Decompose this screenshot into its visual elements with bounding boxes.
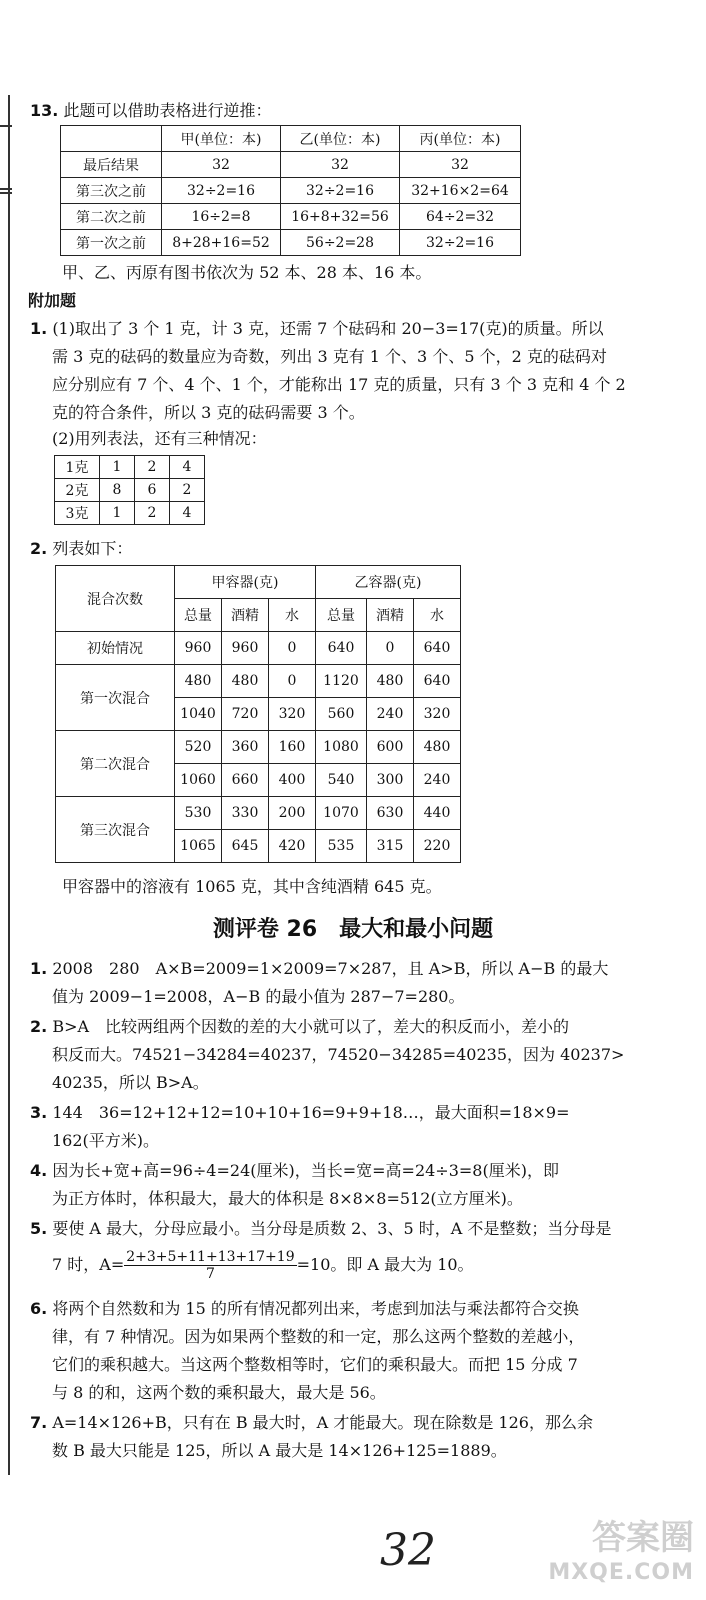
table-cell: 最后结果	[61, 152, 162, 178]
table-cell: 1060	[175, 764, 222, 797]
table-cell: 第三次之前	[61, 178, 162, 204]
fujia-q1-line: 应分别应有 7 个、4 个、1 个，才能称出 17 克的质量，只有 3 个 3 克和 4 个 2	[52, 375, 626, 394]
table-cell: 32÷2=16	[400, 230, 521, 256]
fujia-q1-line: 克的符合条件，所以 3 克的砝码需要 3 个。	[52, 403, 365, 422]
table-cell: 540	[316, 764, 367, 797]
table-cell: 水	[269, 599, 316, 632]
table-cell: 总量	[316, 599, 367, 632]
table-cell: 1040	[175, 698, 222, 731]
table-cell: 330	[222, 797, 269, 830]
table-cell: 0	[367, 632, 414, 665]
table-cell: 0	[269, 632, 316, 665]
table-row	[61, 204, 521, 230]
table-cell: 480	[222, 665, 269, 698]
answer-4: 4. 因为长+宽+高=96÷4=24(厘米)，当长=宽=高=24÷3=8(厘米)，即	[30, 1161, 559, 1180]
table-cell: 720	[222, 698, 269, 731]
handwritten-page-number: 32	[380, 1525, 436, 1576]
table-cell: 4	[170, 502, 205, 525]
table-cell: 丙(单位：本)	[400, 126, 521, 152]
table-cell: 1克	[55, 456, 100, 479]
table-cell: 第一次之前	[61, 230, 162, 256]
question-text: 此题可以借助表格进行逆推：	[63, 101, 272, 120]
table-cell: 300	[367, 764, 414, 797]
table-cell: 640	[414, 665, 461, 698]
table-cell: 混合次数	[56, 566, 175, 632]
table-row	[56, 566, 461, 599]
table-cell: 2	[135, 502, 170, 525]
fujia-q1-line: 1. (1)取出了 3 个 1 克，计 3 克，还需 7 个砝码和 20−3=17(克)的质量。所以	[30, 319, 604, 338]
table-cell: 32÷2=16	[281, 178, 400, 204]
table-cell: 56÷2=28	[281, 230, 400, 256]
fraction: $\frac{2+3+5+11+13+17+19}{7}$	[126, 1249, 295, 1282]
table-row	[61, 152, 521, 178]
table-cell: 64÷2=32	[400, 204, 521, 230]
table-cell: 甲(单位：本)	[162, 126, 281, 152]
table-cell: 660	[222, 764, 269, 797]
table-cell: 520	[175, 731, 222, 764]
table-cell: 2	[170, 479, 205, 502]
table-cell: 240	[414, 764, 461, 797]
table-cell: 酒精	[367, 599, 414, 632]
table-cell: 8+28+16=52	[162, 230, 281, 256]
margin-tick	[0, 125, 12, 127]
table-cell: 1	[100, 502, 135, 525]
table-cell: 8	[100, 479, 135, 502]
table-cell: 2克	[55, 479, 100, 502]
answer-2: 2. B>A 比较两组两个因数的差的大小就可以了，差大的积反而小，差小的	[30, 1017, 570, 1036]
table-cell: 乙容器(克)	[316, 566, 461, 599]
table-cell: 3克	[55, 502, 100, 525]
table-row	[55, 502, 205, 525]
table-cell: 32	[162, 152, 281, 178]
table-cell: 16÷2=8	[162, 204, 281, 230]
table-row	[61, 230, 521, 256]
table-cell: 第一次混合	[56, 665, 175, 731]
table-cell: 1070	[316, 797, 367, 830]
table-cell: 420	[269, 830, 316, 863]
table-cell: 200	[269, 797, 316, 830]
table-cell: 1	[100, 456, 135, 479]
fujia-q1-line: 需 3 克的砝码的数量应为奇数，列出 3 克有 1 个、3 个、5 个，2 克的砝码对	[52, 347, 607, 366]
answer-line: 它们的乘积越大。当这两个整数相等时，它们的乘积最大。而把 15 分成 7	[52, 1355, 578, 1374]
answer-7: 7. A=14×126+B，只有在 B 最大时，A 才能最大。现在除数是 126，那么余	[30, 1413, 593, 1432]
watermark-logo: 答案圈	[592, 1518, 694, 1558]
table-cell: 酒精	[222, 599, 269, 632]
table-cell: 第二次之前	[61, 204, 162, 230]
answer-5: 5. 要使 A 最大，分母应最小。当分母是质数 2、3、5 时，A 不是整数；当分母是	[30, 1219, 612, 1238]
table-cell: 水	[414, 599, 461, 632]
table-cell	[61, 126, 162, 152]
fujia-q2-intro: 2. 列表如下：	[30, 539, 133, 558]
q13-intro	[30, 100, 271, 122]
table-cell: 360	[222, 731, 269, 764]
table-cell: 第二次混合	[56, 731, 175, 797]
table-cell: 400	[269, 764, 316, 797]
question-number: 13.	[30, 101, 59, 120]
table-cell: 32	[400, 152, 521, 178]
q2-conclusion: 甲容器中的溶液有 1065 克，其中含纯酒精 645 克。	[62, 877, 442, 896]
margin-tick	[0, 188, 12, 190]
table-cell: 535	[316, 830, 367, 863]
answer-line: 为正方体时，体积最大，最大的体积是 8×8×8=512(立方厘米)。	[52, 1189, 523, 1208]
table-cell: 6	[135, 479, 170, 502]
section-heading: 附加题	[28, 291, 77, 310]
table-cell: 160	[269, 731, 316, 764]
table-cell: 645	[222, 830, 269, 863]
weights-table	[54, 455, 205, 525]
table-cell: 630	[367, 797, 414, 830]
table-cell: 32	[281, 152, 400, 178]
table-cell: 600	[367, 731, 414, 764]
table-cell: 乙(单位：本)	[281, 126, 400, 152]
margin-tick	[0, 192, 12, 194]
table-cell: 560	[316, 698, 367, 731]
answer-3: 3. 144 36=12+12+12=10+10+16=9+9+18…，最大面积=18×9=	[30, 1103, 570, 1122]
table-row	[55, 456, 205, 479]
table-cell: 1065	[175, 830, 222, 863]
answer-line: 40235，所以 B>A。	[52, 1073, 209, 1092]
table-cell: 960	[175, 632, 222, 665]
table-cell: 315	[367, 830, 414, 863]
left-margin-rule	[8, 95, 10, 1475]
section-title: 测评卷 26 最大和最小问题	[212, 917, 494, 942]
table-cell: 2	[135, 456, 170, 479]
answer-line: 值为 2009−1=2008，A−B 的最小值为 287−7=280。	[52, 987, 465, 1006]
table-cell: 440	[414, 797, 461, 830]
table-row	[56, 632, 461, 665]
table-cell: 初始情况	[56, 632, 175, 665]
table-row	[61, 126, 521, 152]
answer-line: 数 B 最大只能是 125，所以 A 最大是 14×126+125=1889。	[52, 1441, 507, 1460]
answer-6: 6. 将两个自然数和为 15 的所有情况都列出来，考虑到加法与乘法都符合交换	[30, 1299, 579, 1318]
table-cell: 第三次混合	[56, 797, 175, 863]
answer-5-fraction-line: 7 时，A= $\frac{2+3+5+11+13+17+19}{7}$ =10。即 A 最大为 10。	[52, 1249, 474, 1282]
table-cell: 480	[175, 665, 222, 698]
q13-conclusion: 甲、乙、丙原有图书依次为 52 本、28 本、16 本。	[62, 263, 432, 282]
table-cell: 32÷2=16	[162, 178, 281, 204]
table-cell: 320	[269, 698, 316, 731]
table-cell: 1120	[316, 665, 367, 698]
answer-line: 与 8 的和，这两个数的乘积最大，最大是 56。	[52, 1383, 386, 1402]
table-cell: 4	[170, 456, 205, 479]
mixing-table	[55, 565, 461, 863]
table-row	[56, 665, 461, 698]
table-row	[56, 731, 461, 764]
table-cell: 530	[175, 797, 222, 830]
table-cell: 总量	[175, 599, 222, 632]
answer-line: 积反而大。74521−34284=40237，74520−34285=40235，因为 40237>	[52, 1045, 625, 1064]
table-cell: 320	[414, 698, 461, 731]
table-cell: 480	[414, 731, 461, 764]
table-cell: 480	[367, 665, 414, 698]
table-cell: 640	[316, 632, 367, 665]
q13-table	[60, 125, 521, 256]
table-row	[55, 479, 205, 502]
table-cell: 960	[222, 632, 269, 665]
table-cell: 甲容器(克)	[175, 566, 316, 599]
table-cell: 32+16×2=64	[400, 178, 521, 204]
answer-1: 1. 2008 280 A×B=2009=1×2009=7×287，且 A>B，所以 A−B 的最大	[30, 959, 609, 978]
table-row	[61, 178, 521, 204]
fujia-q1-line: (2)用列表法，还有三种情况：	[52, 429, 267, 448]
table-cell: 0	[269, 665, 316, 698]
answer-line: 律，有 7 种情况。因为如果两个整数的和一定，那么这两个整数的差越小，	[52, 1327, 585, 1346]
table-cell: 220	[414, 830, 461, 863]
watermark-url: MXQE.COM	[548, 1560, 694, 1585]
answer-line: 162(平方米)。	[52, 1131, 160, 1150]
table-cell: 16+8+32=56	[281, 204, 400, 230]
table-row	[56, 797, 461, 830]
table-cell: 640	[414, 632, 461, 665]
table-cell: 240	[367, 698, 414, 731]
table-cell: 1080	[316, 731, 367, 764]
